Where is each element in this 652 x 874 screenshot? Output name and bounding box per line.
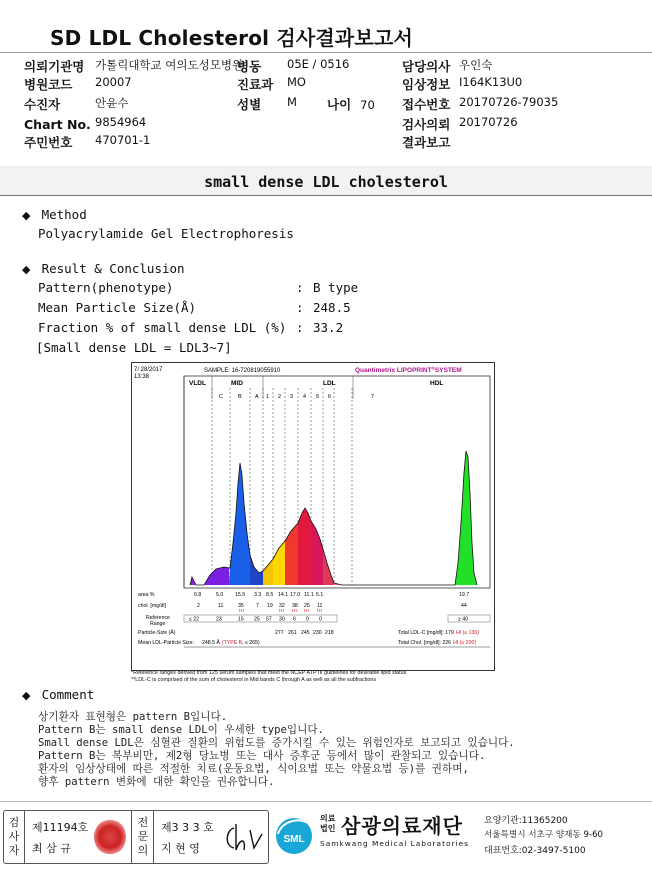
ref-box [448,615,490,622]
band-label: C [219,394,223,400]
row-label: chol. [mg/dl] [138,603,166,609]
ref-value: 15 [238,616,244,623]
size-value: 277 [275,630,284,636]
info-value: MO [287,75,306,89]
total-ldl: Total LDL-C [mg/dl]: 179 HI (≤ 130) [398,630,479,636]
trace-ldl3 [285,523,298,585]
graph-time: 13:38 [134,374,150,380]
graph-footnotes [131,670,561,684]
inspector-name: 최 삼 규 [32,842,71,855]
chol-value: 2 [197,603,200,609]
footnote: **LDL-C is comprised of the sum of cholesterol in Mid bands C through A as well as all the subfractions [131,677,377,683]
ref-value: 0 [319,616,322,623]
info-age [327,94,375,113]
result-label: Mean Particle Size(Å) [38,300,197,315]
region-hdl: HDL [430,380,444,387]
row-label: Mean LDL-Particle Size: [138,640,194,646]
band-label: 1 [266,394,270,400]
info-value: 20170726-79035 [459,95,559,109]
row-label: Particle-Size (Å) [138,630,176,636]
chol-value: 32 [279,603,285,609]
handwritten-signature [222,820,264,854]
result-colon: : [296,280,304,295]
logo-text: SML [283,834,305,845]
graph-brand: Quantimetrix LIPOPRINT®SYSTEM [355,366,462,374]
chol-value: 25 [304,603,310,609]
info-value: 20007 [95,75,132,89]
region-ldl: LDL [323,380,336,387]
region-vldl: VLDL [189,380,206,387]
specialist-name: 지 현 영 [161,842,200,855]
result-value: 248.5 [313,300,351,315]
area-value: 11.1 [304,592,314,598]
specialist-label: 전문의 [137,816,149,857]
info-label: 나이 [327,97,352,112]
size-value: 261 [288,630,297,636]
row-label: Reference [146,615,170,621]
graph-table [138,592,490,647]
info-value: 20170726 [459,115,518,129]
method-text: Polyacrylamide Gel Electrophoresis [38,226,294,241]
footnote: *Reference ranges derived from 125 serum samples that meet the NCEP ATP III guidelines for desirable lipid status [131,670,407,676]
signature-stroke [227,824,262,850]
band-label: 2 [278,394,282,400]
band-label: 6 [328,394,332,400]
org-english: Samkwang Medical Laboratories [320,839,469,848]
result-heading: Result & Conclusion [41,261,185,276]
org-name: 삼광의료재단 [341,814,463,838]
info-value: 70 [360,98,375,112]
info-label: 주민번호 [24,135,73,150]
chol-value: 35 [238,603,244,609]
band-label: 5 [316,394,320,400]
ref-value: 30 [279,616,285,623]
info-label: Chart No. [24,117,91,132]
result-colon: : [296,300,304,315]
row-label: area % [138,592,155,598]
comment-line: 환자의 임상상태에 따른 적절한 치료(운동요법, 식이요법 또는 약물요법 등)를 권하며, [38,763,469,775]
info-label: 임상정보 [402,77,451,92]
corp-type [320,814,335,834]
graph-date: 7/ 28/2017 [134,367,163,373]
result-note: [Small dense LDL = LDL3~7] [36,340,232,355]
footer-divider [0,801,652,802]
corp-type-line: 법인 [320,824,336,833]
info-value: 우인숙 [459,58,493,72]
comment-line: 상기환자 표현형은 pattern B입니다. [38,711,228,723]
diamond-bullet-icon: ◆ [22,209,31,222]
box-divider [131,811,132,863]
info-label: 성별 [237,97,262,112]
band-label: 7 [371,394,375,400]
info-label: 결과보고 [402,135,451,150]
org-phone: 대표번호:02-3497-5100 [484,846,586,856]
method-heading: Method [41,207,87,222]
info-value: 9854964 [95,115,147,129]
diamond-bullet-icon: ◆ [22,263,31,276]
hi-flag: HI [317,609,322,614]
diamond-bullet-icon: ◆ [22,689,31,702]
chol-value: 38 [292,603,298,609]
title-divider [0,52,652,53]
chol-value: 44 [461,603,467,609]
area-value: 0.8 [194,592,202,598]
ref-box [184,615,337,622]
area-value: 15.5 [235,592,246,598]
info-label: 의뢰기관명 [24,59,85,74]
hi-flag: HI [279,609,284,614]
ref-value: 23 [216,616,222,623]
ref-value: 6 [293,616,296,623]
result-label: Pattern(phenotype) [38,280,174,295]
total-chol: Total Chol. [mg/dl]: 226 HI (≤ 200) [398,640,477,646]
info-value: I164K13U0 [459,75,523,89]
chol-value: 19 [267,603,273,609]
chol-value: 7 [256,603,259,609]
row-label: Range [150,621,166,627]
comment-heading-row [22,684,94,703]
band-label: 3 [290,394,294,400]
chol-value: 11 [317,603,323,609]
org-address: 서울특별시 서초구 양재동 9-60 [484,830,604,840]
lipoprint-graph [131,362,495,671]
band-label: 4 [303,394,307,400]
hi-flag: HI [239,609,244,614]
hi-flag: HI [304,609,309,614]
comment-heading: Comment [41,687,95,702]
result-value: B type [313,280,359,295]
info-label: 검사의뢰 [402,117,451,132]
info-label: 접수번호 [402,97,451,112]
comment-line: Pattern B는 복부비만, 제2형 당뇨병 또는 대사 증후군 등에서 많이 관찰되고 있습니다. [38,750,486,762]
inspector-label: 검사자 [8,816,20,857]
info-value: 05E / 0516 [287,57,350,71]
result-heading-row [22,258,185,277]
result-value: 33.2 [313,320,344,335]
box-divider [24,811,25,863]
corp-type-line: 의료 [320,814,336,823]
area-value: 5.1 [316,592,324,598]
region-mid: MID [231,380,243,387]
band-label: A [255,394,259,400]
ref-value: ≥ 40 [458,616,469,623]
area-value: 3.3 [254,592,262,598]
trace-mid-c [204,567,230,585]
area-value: 5.0 [216,592,224,598]
comment-line: Pattern B는 small dense LDL이 우세한 type입니다. [38,724,324,736]
graph-sample: SAMPLE: 16-720819055910 [204,368,281,374]
info-value: M [287,95,297,109]
mean-size-value: 248.5 Å (TYPE B, ≤ 265) [202,640,260,646]
hi-flag: HI [292,609,297,614]
electrophoresis-trace [190,451,477,585]
area-value: 14.1 [278,592,289,598]
info-label: 담당의사 [402,59,451,74]
info-label: 병동 [237,59,262,74]
info-value: 470701-1 [95,133,151,147]
comment-body [38,711,638,789]
trace-ldl1 [263,559,273,585]
ref-value: 57 [266,616,272,623]
trace-ldl4 [298,508,311,585]
info-label: 수진자 [24,97,61,112]
comment-line: 향후 pattern 변화에 대한 확인을 권유합니다. [38,776,275,788]
specialist-id: 제3 3 3 호 [161,821,214,834]
area-value: 8.5 [266,592,274,598]
band-label: B [238,394,242,400]
info-value: 가톨릭대학교 여의도성모병원 [95,58,244,72]
ref-value: 25 [254,616,260,623]
method-heading-row [22,204,87,223]
area-value: 17.0 [290,592,301,598]
info-value: 안윤수 [95,96,129,110]
sml-logo-icon [272,812,316,856]
report-title: SD LDL Cholesterol 검사결과보고서 [50,26,413,50]
ref-value: ≤ 22 [189,616,200,623]
section-divider [0,195,652,196]
org-code: 요양기관:11365200 [484,816,568,826]
info-label: 병원코드 [24,77,73,92]
red-seal-stamp [94,819,126,855]
box-divider [153,811,154,863]
size-value: 230 [313,630,322,636]
comment-line: Small dense LDL은 심혈관 질환의 위험도를 증가시킬 수 있는 위험인자로 보고되고 있습니다. [38,737,515,749]
band-labels [219,394,374,400]
chol-value: 11 [218,603,224,609]
section-title: small dense LDL cholesterol [204,173,448,191]
size-value: 245 [301,630,310,636]
inspector-id: 제11194호 [32,821,89,834]
size-value: 218 [325,630,334,636]
ref-value: 0 [306,616,309,623]
info-label: 진료과 [237,77,274,92]
area-value: 19.7 [459,592,470,598]
trace-mid-b [230,463,250,585]
result-label: Fraction % of small dense LDL (%) [38,320,287,335]
result-colon: : [296,320,304,335]
